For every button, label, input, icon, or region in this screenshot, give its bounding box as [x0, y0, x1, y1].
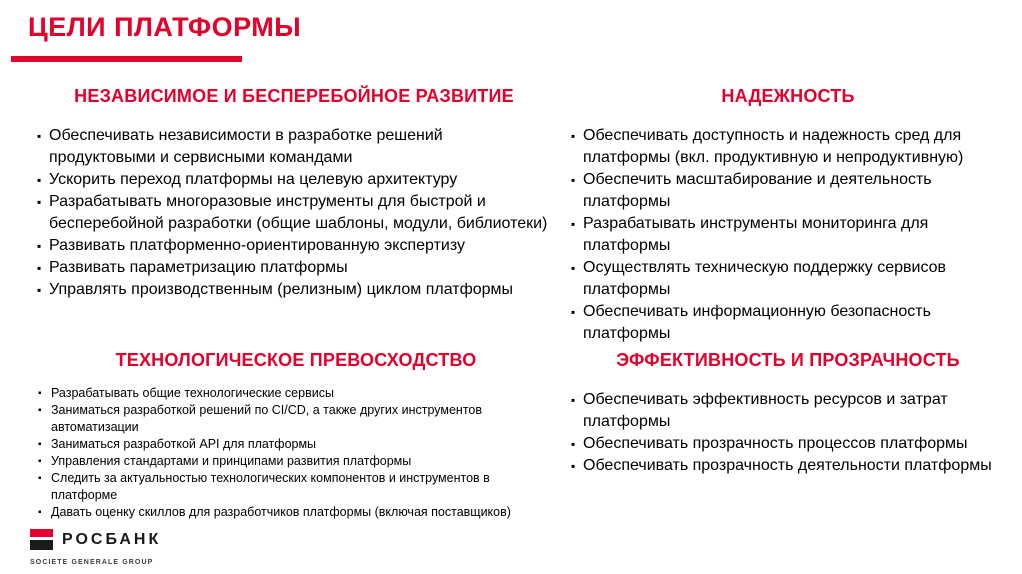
bullet-item: ▪ Давать оценку скиллов для разработчиков платформы (включая поставщиков)	[38, 504, 554, 521]
bullet-item: ▪ Осуществлять техническую поддержку сервисов платформы	[572, 257, 1004, 301]
bullet-item: ▪ Развивать параметризацию платформы	[38, 257, 550, 279]
bullet-item: ▪ Обеспечивать независимости в разработке решений продуктовыми и сервисными командами	[38, 125, 550, 169]
bullet-item: ▪ Разрабатывать инструменты мониторинга для платформы	[572, 213, 1004, 257]
rosbank-logo-icon	[30, 529, 53, 550]
bullet-item: ▪ Ускорить переход платформы на целевую архитектуру	[38, 169, 550, 191]
bullet-list	[572, 389, 1004, 477]
bullet-list	[572, 125, 1004, 345]
bullet-item: ▪ Обеспечивать доступность и надежность сред для платформы (вкл. продуктивную и непродуктивную)	[572, 125, 1004, 169]
bullet-item: ▪ Разрабатывать общие технологические сервисы	[38, 385, 554, 402]
bullet-item: ▪ Обеспечивать прозрачность деятельности платформы	[572, 455, 1004, 477]
bullet-item: ▪ Заниматься разработкой API для платформы	[38, 436, 554, 453]
quadrant-heading: НЕЗАВИСИМОЕ И БЕСПЕРЕБОЙНОЕ РАЗВИТИЕ	[74, 86, 514, 106]
bullet-list	[38, 385, 554, 521]
bullet-item: ▪ Обеспечивать информационную безопасность платформы	[572, 301, 1004, 345]
quadrant-efficiency-transparency	[572, 350, 1004, 477]
quadrant-heading: НАДЕЖНОСТЬ	[721, 86, 855, 106]
quadrant-technological-superiority	[38, 350, 554, 521]
bullet-list	[38, 125, 550, 301]
bullet-item: ▪ Следить за актуальностью технологических компонентов и инструментов в платформе	[38, 470, 554, 504]
title-underline	[11, 56, 242, 62]
bullet-item: ▪ Обеспечивать эффективность ресурсов и затрат платформы	[572, 389, 1004, 433]
bullet-item: ▪ Управления стандартами и принципами развития платформы	[38, 453, 554, 470]
rosbank-brand-text: РОСБАНК	[62, 531, 162, 548]
logo-black-block	[30, 540, 53, 550]
bullet-item: ▪ Заниматься разработкой решений по CI/CD, а также других инструментов автоматизации	[38, 402, 554, 436]
page-title: ЦЕЛИ ПЛАТФОРМЫ	[28, 12, 302, 42]
bullet-item: ▪ Обеспечить масштабирование и деятельность платформы	[572, 169, 1004, 213]
logo-red-block	[30, 529, 53, 537]
quadrant-heading: ТЕХНОЛОГИЧЕСКОЕ ПРЕВОСХОДСТВО	[115, 350, 477, 370]
bullet-item: ▪ Управлять производственным (релизным) циклом платформы	[38, 279, 550, 301]
bullet-item: ▪ Развивать платформенно-ориентированную экспертизу	[38, 235, 550, 257]
quadrant-heading: ЭФФЕКТИВНОСТЬ И ПРОЗРАЧНОСТЬ	[616, 350, 960, 370]
societe-generale-group-text: SOCIETE GENERALE GROUP	[30, 559, 154, 566]
bullet-item: ▪ Разрабатывать многоразовые инструменты для быстрой и бесперебойной разработки (общие шаблоны, модули, библиотеки)	[38, 191, 550, 235]
quadrant-reliability	[572, 86, 1004, 345]
bullet-item: ▪ Обеспечивать прозрачность процессов платформы	[572, 433, 1004, 455]
quadrant-independent-development	[38, 86, 550, 301]
